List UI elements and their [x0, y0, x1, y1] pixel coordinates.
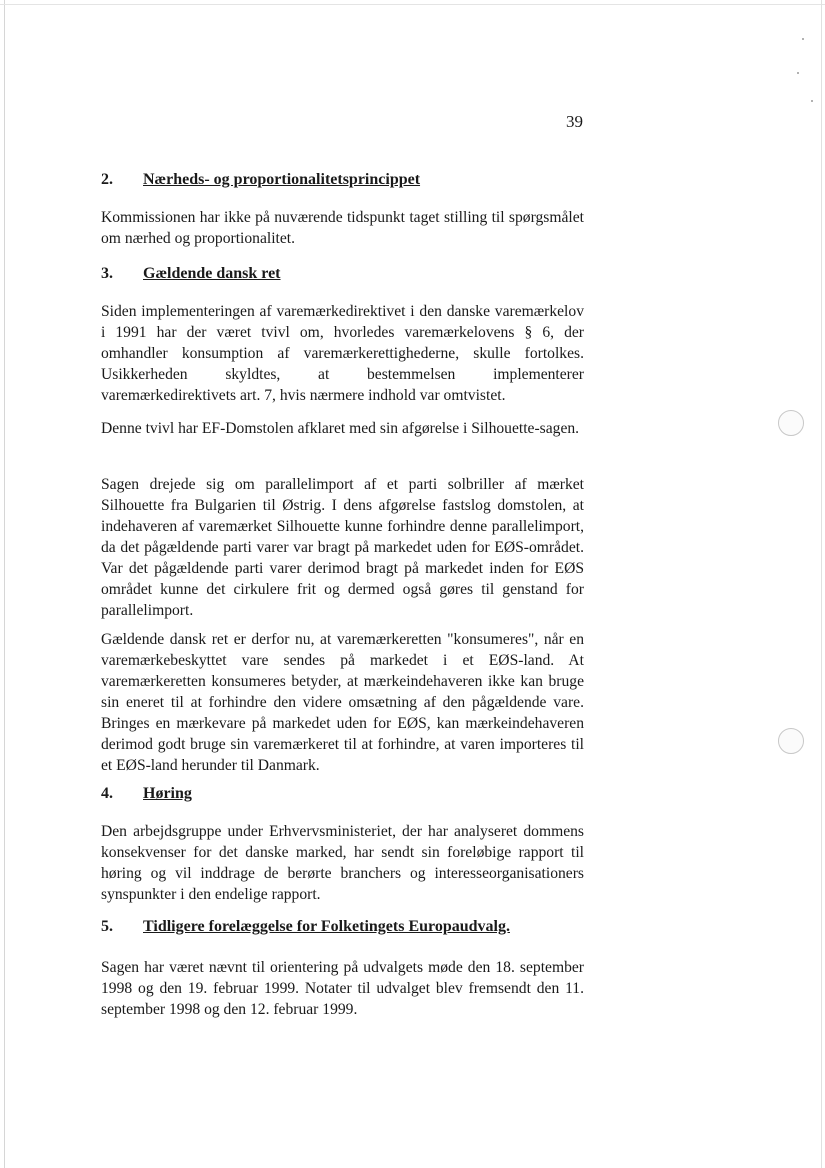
- scan-edge: [821, 0, 822, 1168]
- punch-hole: [778, 728, 804, 754]
- section-heading: [101, 918, 510, 936]
- scan-edge: [0, 4, 825, 5]
- scan-speck: [802, 38, 804, 40]
- paragraph: Siden implementeringen af varemærkedirektivet i den danske varemærkelov i 1991 har der været tvivl om, hvorledes varemærkelovens § 6, der omhandler konsumption af varemærkerettighederne, skulle fortolkes. Usikkerheden skyldtes, at bestemmelsen implementerer varemærkedirektivets art. 7, hvis nærmere indhold var omtvistet.: [101, 303, 584, 404]
- paragraph: Den arbejdsgruppe under Erhvervsministeriet, der har analyseret dommens konsekvenser for det danske marked, har sendt sin foreløbige rapport til høring og vil inddrage de berørte branchers og interesseorganisationers synspunkter i den endelige rapport.: [101, 823, 584, 903]
- paragraph: Sagen har været nævnt til orientering på udvalgets møde den 18. september 1998 og den 19. februar 1999. Notater til udvalget blev fremsendt den 11. september 1998 og den 12. februar 1999.: [101, 959, 584, 1018]
- scan-edge: [4, 0, 5, 1168]
- section-number: 5.: [101, 918, 113, 935]
- section-title: Nærheds- og proportionalitetsprincippet: [143, 171, 421, 188]
- section-heading: [101, 265, 281, 283]
- section-heading: [101, 785, 192, 803]
- section-heading: [101, 171, 420, 189]
- punch-hole: [778, 410, 804, 436]
- scan-speck: [797, 72, 799, 74]
- section-title: Høring: [143, 785, 192, 802]
- paragraph: Gældende dansk ret er derfor nu, at varemærkeretten "konsumeres", når en varemærkebeskyttet vare sendes på markedet i et EØS-land. At varemærkeretten konsumeres betyder, at mærkeindehaveren ikke kan bruge sin eneret til at forhindre den videre omsætning af den pågældende vare. Bringes en mærkevare på markedet uden for EØS, kan mærkeindehaveren derimod godt bruge sin varemærkeret til at forhindre, at varen importeres til et EØS-land herunder til Danmark.: [101, 631, 584, 774]
- paragraph: Kommissionen har ikke på nuværende tidspunkt taget stilling til spørgsmålet om nærhed og proportionalitet.: [101, 209, 584, 247]
- page-number: 39: [566, 112, 583, 131]
- section-number: 2.: [101, 171, 113, 188]
- section-number: 3.: [101, 265, 113, 282]
- paragraph: Denne tvivl har EF-Domstolen afklaret med sin afgørelse i Silhouette-sagen.: [101, 420, 580, 437]
- section-number: 4.: [101, 785, 113, 802]
- section-title: Tidligere forelæggelse for Folketingets Europaudvalg.: [143, 918, 510, 935]
- section-title: Gældende dansk ret: [143, 265, 281, 282]
- scan-speck: [811, 100, 813, 102]
- paragraph: Sagen drejede sig om parallelimport af et parti solbriller af mærket Silhouette fra Bulgarien til Østrig. I dens afgørelse fastslog domstolen, at indehaveren af varemærket Silhouette kunne forhindre denne parallelimport, da det pågældende parti varer var bragt på markedet uden for EØS-området. Var det pågældende parti varer derimod bragt på markedet inden for EØS området kunne det cirkulere frit og dermed også gøres til genstand for parallelimport.: [101, 476, 584, 619]
